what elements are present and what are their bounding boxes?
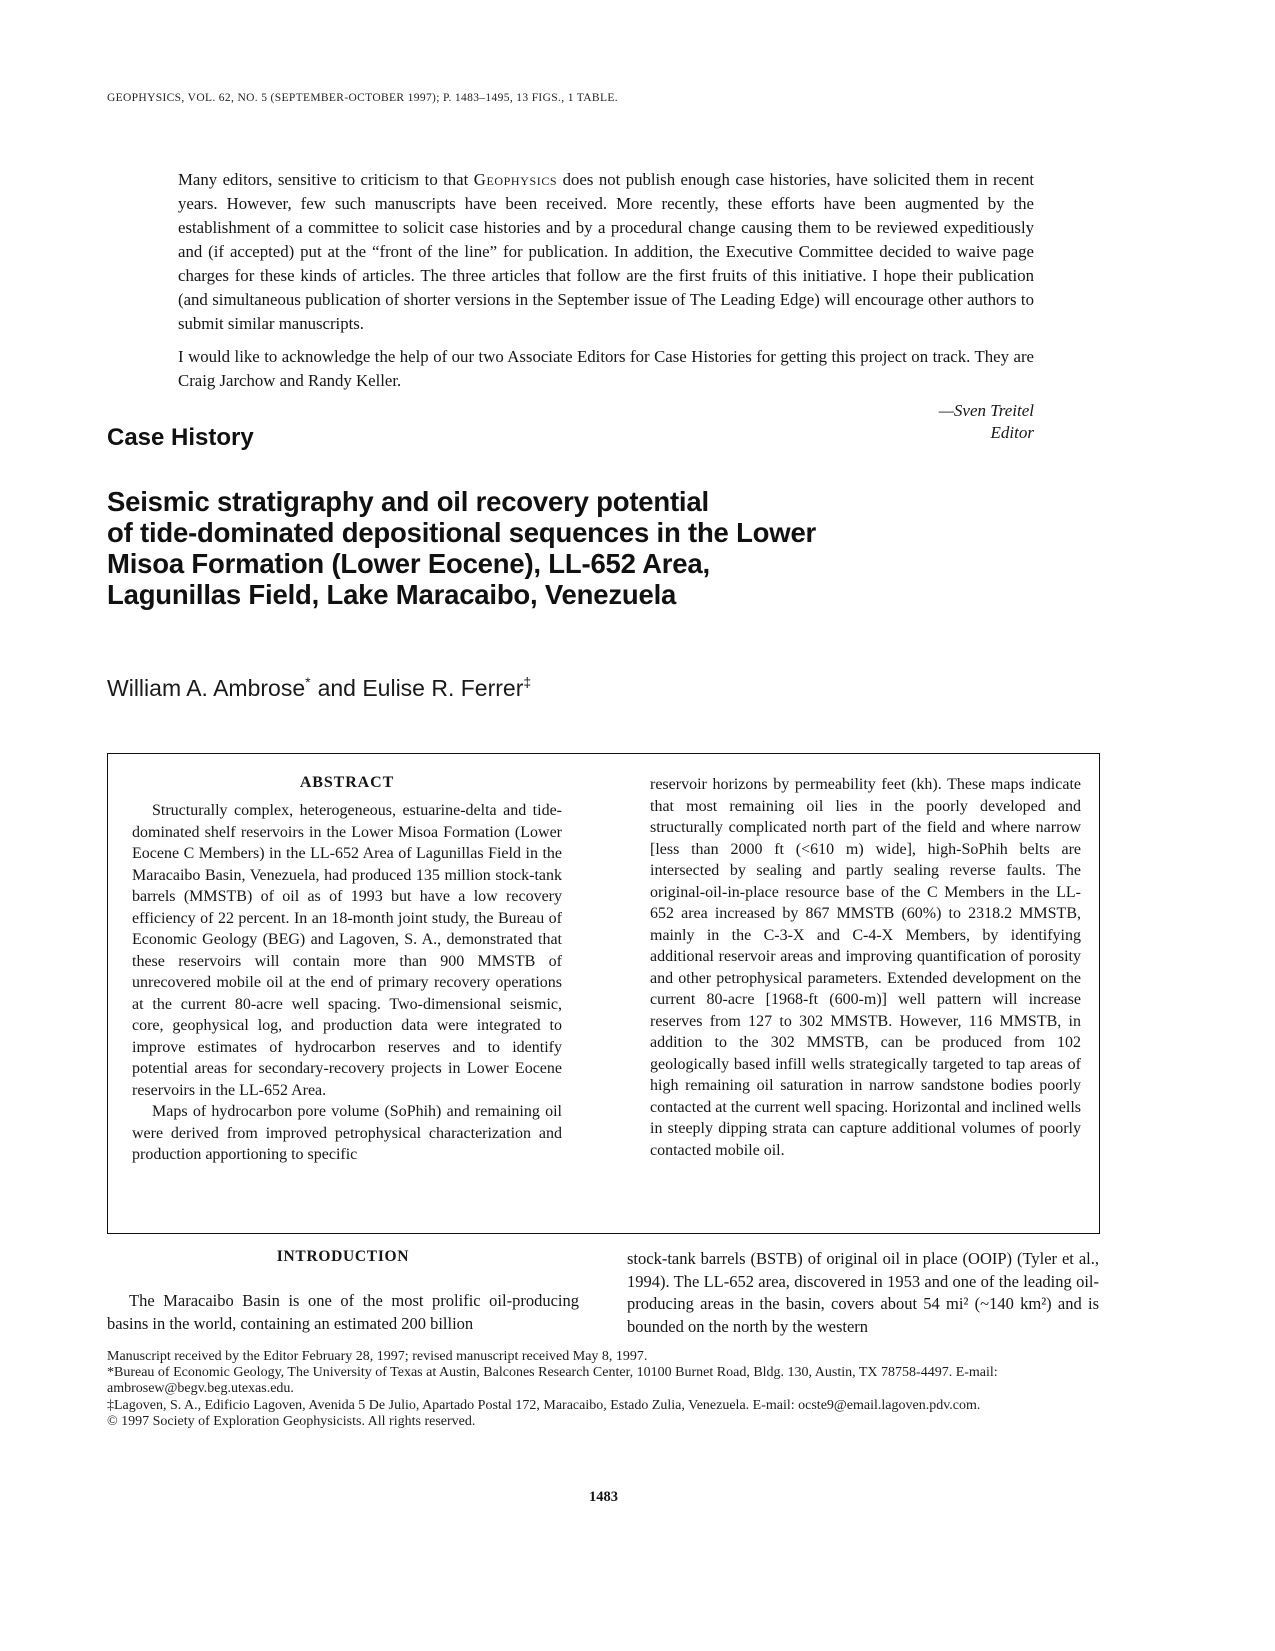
abstract-column-right bbox=[650, 774, 1081, 1233]
footnote-affiliation-1: *Bureau of Economic Geology, The University of Texas at Austin, Balcones Research Center, 10100 Burnet Road, Bldg. 130, Austin, TX 78758-4497. E-mail: ambrosew@begv.beg.utexas.edu. bbox=[107, 1365, 998, 1397]
editor-note-para1-post: does not publish enough case histories, have solicited them in recent years. However, few such manuscripts have been received. More recently, these efforts have been augmented by the establishment of a committee to solicit case histories and by a procedural change causing them to be reviewed expeditiously and (if accepted) put at the “front of the line” for publication. In addition, the Executive Committee decided to waive page charges for these kinds of articles. The three articles that follow are the first fruits of this initiative. I hope their publication (and simultaneous publication of shorter versions in the September issue of The Leading Edge) will encourage other authors to submit similar manuscripts. bbox=[178, 170, 1034, 333]
journal-header-line: GEOPHYSICS, VOL. 62, NO. 5 (SEPTEMBER-OCTOBER 1997); P. 1483–1495, 13 FIGS., 1 TABLE. bbox=[107, 92, 618, 104]
author-2-footnote-mark: ‡ bbox=[523, 674, 532, 690]
author-2-name: Eulise R. Ferrer bbox=[362, 675, 524, 701]
footnotes bbox=[107, 1349, 1102, 1430]
introduction-paragraph-1: The Maracaibo Basin is one of the most prolific oil-producing basins in the world, containing an estimated 200 billion bbox=[107, 1291, 579, 1333]
journal-name-smallcaps: Geophysics bbox=[473, 170, 558, 189]
abstract-paragraph-1: Structurally complex, heterogeneous, estuarine-delta and tide-dominated shelf reservoirs in the Lower Misoa Formation (Lower Eocene C Members) in the LL-652 Area of Lagunillas Field in the Maracaibo Basin, Venezuela, had produced 135 million stock-tank barrels (MMSTB) of oil as of 1993 but have a low recovery efficiency of 22 percent. In an 18-month joint study, the Bureau of Economic Geology (BEG) and Lagoven, S. A., demonstrated that these reservoirs will contain more than 900 MMSTB of unrecovered mobile oil at the end of primary recovery operations at the current 80-acre well spacing. Two-dimensional seismic, core, geophysical log, and production data were integrated to improve estimates of hydrocarbon reserves and to identify potential areas for secondary-recovery projects in Lower Eocene reservoirs in the LL-652 Area. bbox=[132, 802, 562, 1099]
footnote-copyright: © 1997 Society of Exploration Geophysicists. All rights reserved. bbox=[107, 1413, 476, 1429]
introduction-heading: INTRODUCTION bbox=[276, 1248, 410, 1265]
introduction-paragraph-continued: stock-tank barrels (BSTB) of original oil in place (OOIP) (Tyler et al., 1994). The LL-652 area, discovered in 1953 and one of the leading oil-producing areas in the basin, covers about 54 mi² (~140 km²) and is bounded on the north by the western bbox=[627, 1249, 1099, 1336]
case-history-label: Case History bbox=[107, 424, 254, 451]
article-title bbox=[107, 486, 816, 610]
introduction-column-left bbox=[107, 1248, 579, 1338]
footnote-affiliation-2: ‡Lagoven, S. A., Edificio Lagoven, Avenida 5 De Julio, Apartado Postal 172, Maracaibo, Estado Zulia, Venezuela. E-mail: ocste9@email.lagoven.pdv.com. bbox=[107, 1397, 981, 1413]
introduction-column-right bbox=[627, 1248, 1099, 1338]
editor-signature bbox=[178, 400, 1034, 444]
article-title-line-4: Lagunillas Field, Lake Maracaibo, Venezuela bbox=[107, 579, 677, 610]
article-title-line-3: Misoa Formation (Lower Eocene), LL-652 Area, bbox=[107, 548, 710, 579]
editor-note bbox=[178, 168, 1034, 444]
editor-note-para2: I would like to acknowledge the help of our two Associate Editors for Case Histories for getting this project on track. They are Craig Jarchow and Randy Keller. bbox=[178, 347, 1034, 390]
author-1-name: William A. Ambrose bbox=[107, 675, 306, 701]
abstract-heading: ABSTRACT bbox=[299, 774, 395, 791]
article-title-line-1: Seismic stratigraphy and oil recovery potential bbox=[107, 486, 709, 517]
page-number: 1483 bbox=[589, 1489, 618, 1505]
author-conjunction: and bbox=[317, 675, 363, 701]
footnote-manuscript-received: Manuscript received by the Editor February 28, 1997; revised manuscript received May 8, 1997. bbox=[107, 1349, 648, 1364]
editor-note-para1 bbox=[178, 168, 1034, 336]
author-1-footnote-mark: * bbox=[305, 674, 311, 690]
article-title-line-2: of tide-dominated depositional sequences in the Lower bbox=[107, 517, 817, 548]
abstract-paragraph-2: Maps of hydrocarbon pore volume (SoPhih) and remaining oil were derived from improved petrophysical characterization and production apportioning to specific bbox=[132, 1103, 562, 1163]
author-line bbox=[107, 674, 531, 702]
abstract-box bbox=[107, 753, 1100, 1234]
editor-signature-title: Editor bbox=[990, 423, 1034, 442]
editor-signature-name: —Sven Treitel bbox=[938, 401, 1034, 420]
editor-note-para1-pre: Many editors, sensitive to criticism to that bbox=[178, 170, 474, 189]
introduction-section bbox=[107, 1248, 1100, 1338]
abstract-column-left bbox=[132, 774, 562, 1233]
abstract-paragraph-continued: reservoir horizons by permeability feet (kh). These maps indicate that most remaining oil lies in the poorly developed and structurally complicated north part of the field and where narrow [less than 2000 ft (<610 m) wide], high-SoPhih belts are intersected by sealing and partly sealing reverse faults. The original-oil-in-place resource base of the C Members in the LL-652 area increased by 867 MMSTB (60%) to 2318.2 MMSTB, mainly in the C-3-X and C-4-X Members, by identifying additional reservoir areas and improving quantification of porosity and other petrophysical parameters. Extended development on the current 80-acre [1968-ft (600-m)] well pattern will increase reserves from 127 to 302 MMSTB. However, 116 MMSTB, in addition to the 302 MMSTB, can be produced from 102 geologically based infill wells strategically targeted to tap areas of high remaining oil saturation in narrow sandstone bodies poorly contacted at the current well spacing. Horizontal and inclined wells in steeply dipping strata can capture additional volumes of poorly contacted mobile oil. bbox=[650, 776, 1081, 1159]
